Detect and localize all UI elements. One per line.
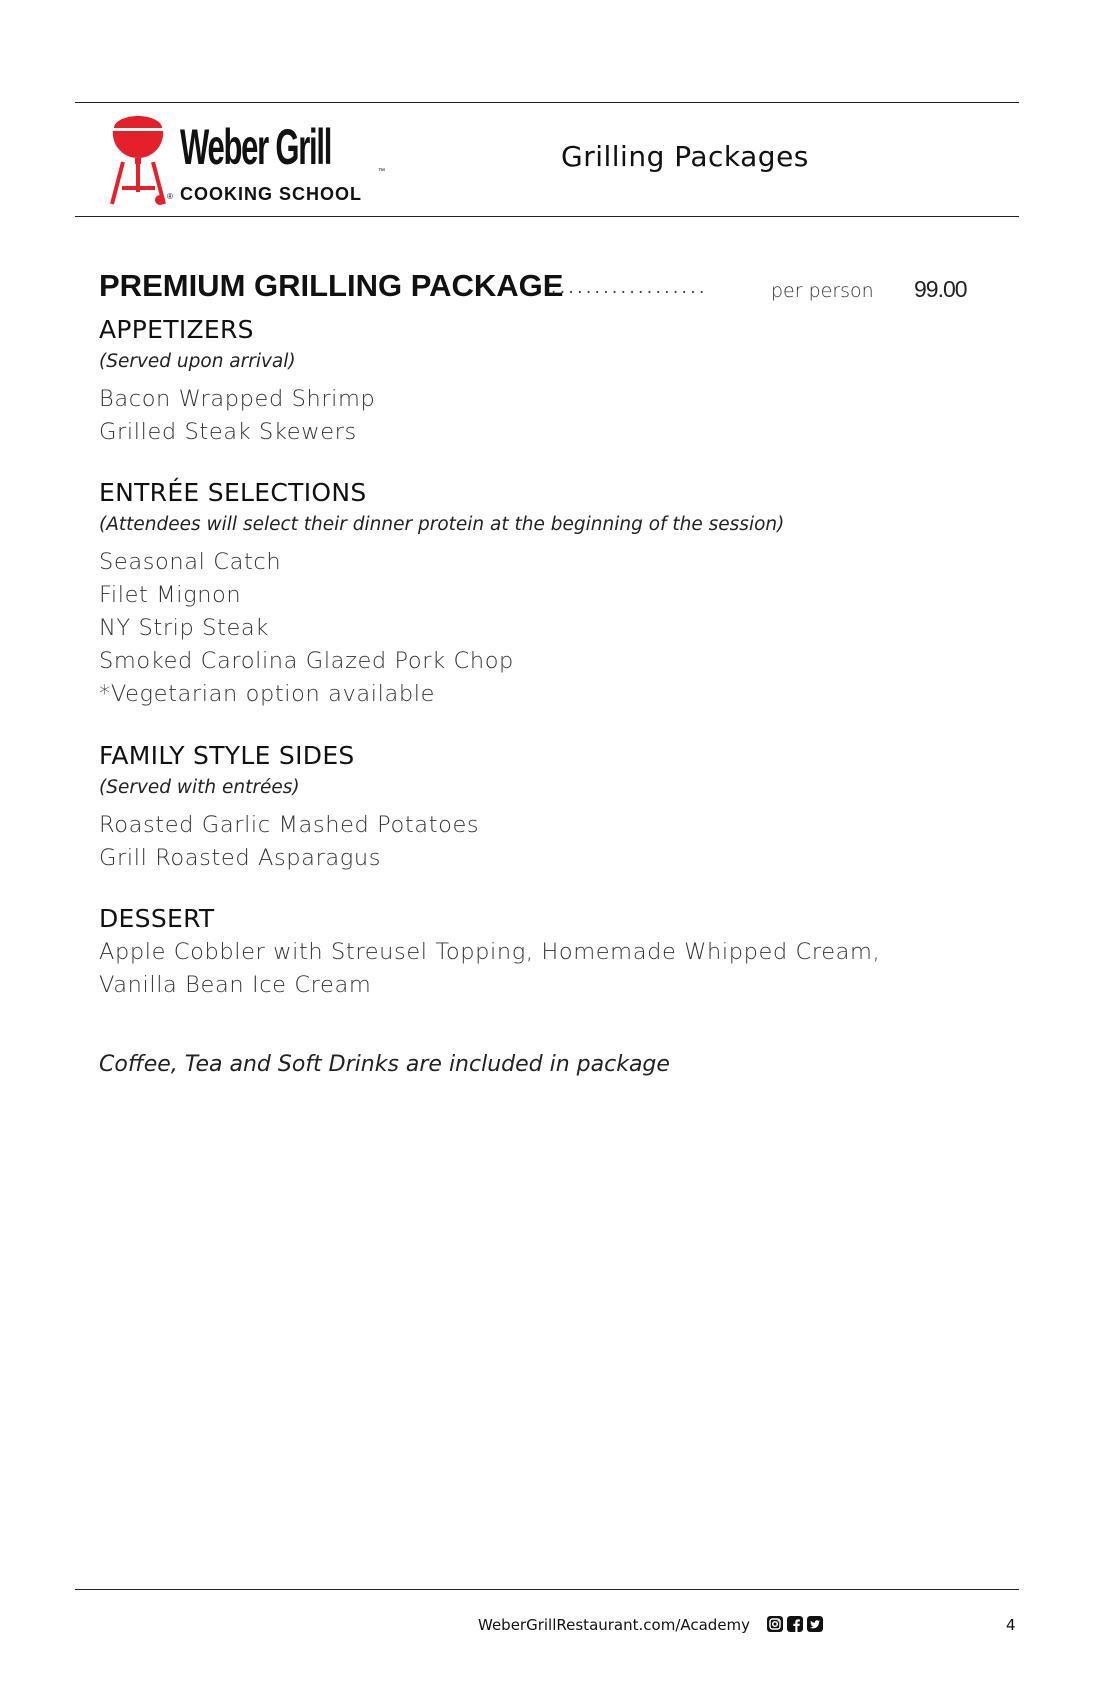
menu-item: Apple Cobbler with Streusel Topping, Homemade Whipped Cream,	[99, 939, 881, 965]
appetizers-section	[99, 313, 979, 449]
page-title: Grilling Packages	[561, 140, 809, 173]
registered-symbol: ®	[167, 192, 173, 201]
menu-item: Roasted Garlic Mashed Potatoes	[99, 812, 480, 838]
logo-brand-name: Weber Grill	[180, 119, 332, 175]
section-title: DESSERT	[99, 904, 215, 933]
drinks-note: Coffee, Tea and Soft Drinks are included in package	[99, 1052, 670, 1077]
header-top-rule	[75, 102, 1019, 103]
menu-item-list	[99, 809, 979, 875]
menu-item: Filet Mignon	[99, 582, 242, 608]
section-title: ENTRÉE SELECTIONS	[99, 478, 367, 507]
entree-section	[99, 476, 979, 711]
menu-item: *Vegetarian option available	[99, 681, 436, 707]
section-note: (Served upon arrival)	[99, 351, 296, 372]
menu-item: Grilled Steak Skewers	[99, 419, 357, 445]
twitter-icon[interactable]	[807, 1616, 823, 1632]
menu-item-list	[99, 546, 979, 711]
menu-item: Vanilla Bean Ice Cream	[99, 972, 372, 998]
section-note: (Attendees will select their dinner protein at the beginning of the session)	[99, 514, 785, 535]
menu-item: Bacon Wrapped Shrimp	[99, 386, 376, 412]
trademark-symbol: ™	[378, 168, 385, 175]
section-note: (Served with entrées)	[99, 777, 300, 798]
price-unit: per person	[771, 280, 874, 302]
section-title: APPETIZERS	[99, 315, 254, 344]
package-price: 99.00	[914, 276, 967, 302]
menu-item: Seasonal Catch	[99, 549, 282, 575]
menu-item: Grill Roasted Asparagus	[99, 845, 382, 871]
package-heading-row	[99, 268, 979, 308]
dessert-section	[99, 902, 979, 1002]
dot-leader: ..................	[551, 278, 708, 298]
menu-item-list	[99, 383, 979, 449]
instagram-icon[interactable]	[767, 1616, 783, 1632]
logo-sub-name: COOKING SCHOOL	[180, 184, 363, 204]
section-title: FAMILY STYLE SIDES	[99, 741, 355, 770]
menu-item-list	[99, 936, 979, 1002]
footer-url-link[interactable]: WeberGrillRestaurant.com/Academy	[478, 1616, 751, 1634]
kettle-grill-icon	[110, 116, 166, 206]
sides-section	[99, 739, 979, 875]
page-number: 4	[1006, 1616, 1016, 1634]
package-name: PREMIUM GRILLING PACKAGE	[99, 268, 564, 303]
weber-grill-logo	[110, 116, 400, 208]
footer-rule	[75, 1589, 1019, 1590]
header-bottom-rule	[75, 216, 1019, 217]
social-icons	[767, 1616, 823, 1634]
menu-item: NY Strip Steak	[99, 615, 269, 641]
facebook-icon[interactable]	[787, 1616, 803, 1632]
menu-item: Smoked Carolina Glazed Pork Chop	[99, 648, 514, 674]
